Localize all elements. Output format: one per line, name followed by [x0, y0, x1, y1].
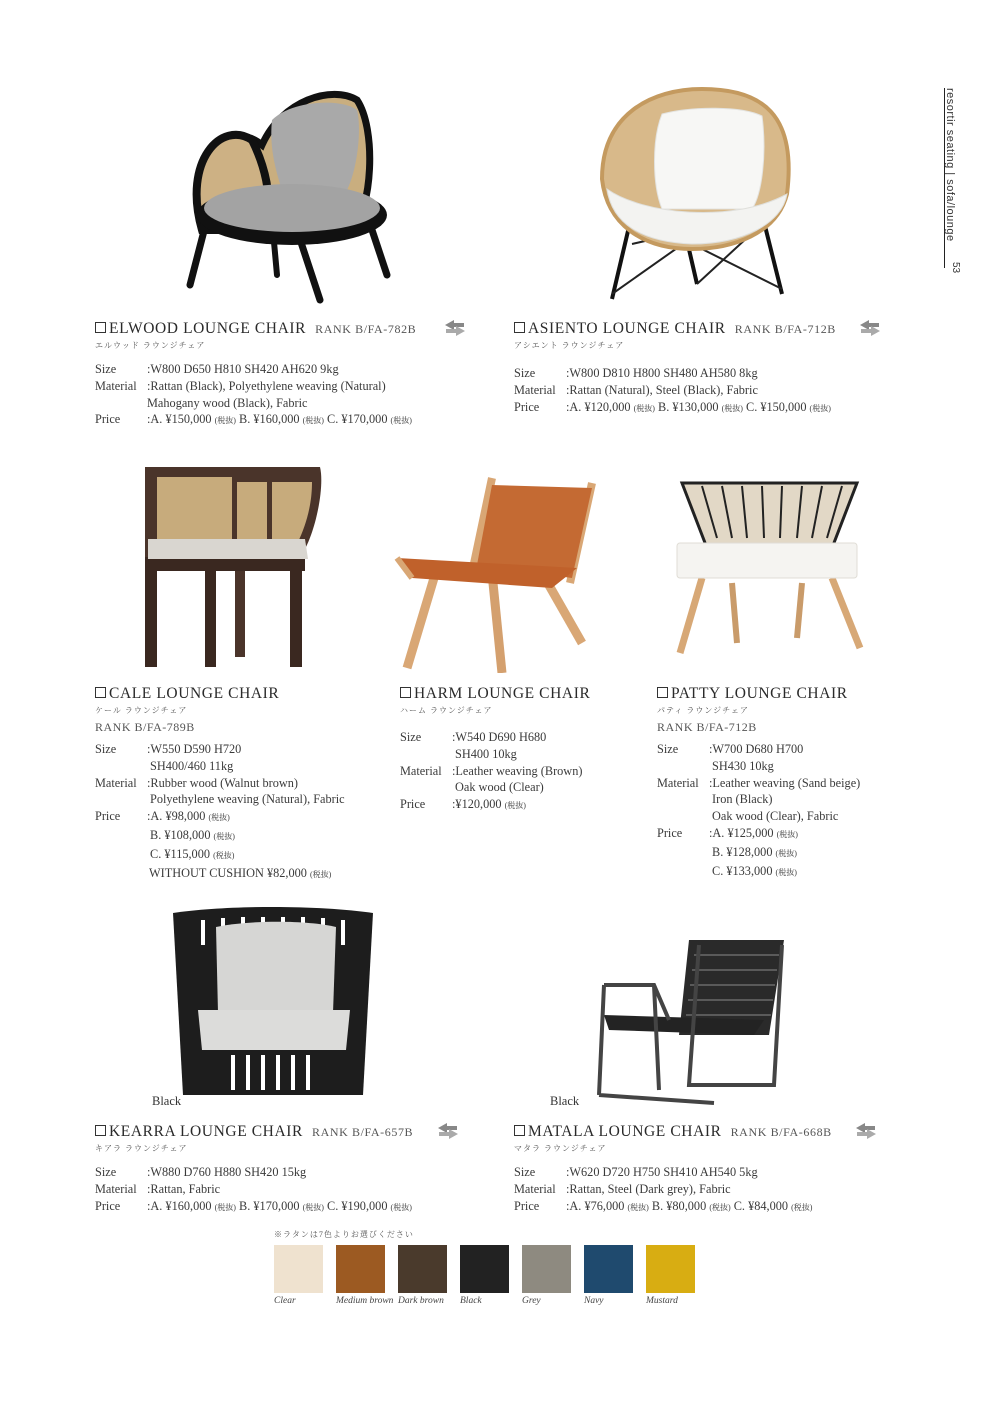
price-b: B. ¥108,000: [150, 827, 211, 842]
price-c: C. ¥150,000: [746, 399, 807, 414]
product-asiento: [514, 320, 836, 417]
price-c: C. ¥115,000: [150, 846, 211, 861]
checkbox-icon: [400, 687, 411, 698]
checkbox-icon: [95, 687, 106, 698]
spec-label: Size: [95, 742, 117, 756]
spec-label: Price: [400, 797, 426, 812]
product-name: MATALA LOUNGE CHAIR: [528, 1123, 722, 1140]
product-name: KEARRA LOUNGE CHAIR: [109, 1123, 303, 1140]
color-swatch[interactable]: [646, 1245, 695, 1293]
color-swatch[interactable]: [584, 1245, 633, 1293]
price-b: B. ¥170,000: [239, 1198, 300, 1213]
product-kana: キアラ ラウンジチェア: [95, 1144, 188, 1153]
exchange-arrows-icon[interactable]: [442, 317, 468, 339]
spec-label: Size: [514, 366, 536, 380]
rattan-color-note: ※ラタンは7色よりお選びください: [274, 1230, 414, 1239]
checkbox-icon: [514, 322, 525, 333]
spec-label: Material: [95, 378, 137, 393]
price-c: C. ¥170,000: [327, 412, 388, 427]
price-b: B. ¥130,000: [658, 399, 719, 414]
product-kana: ハーム ラウンジチェア: [400, 706, 493, 715]
material-value: Oak wood (Clear), Fabric: [712, 809, 839, 824]
product-kearra: [95, 1123, 413, 1216]
spec-list: [514, 1164, 832, 1216]
tax-note: (税抜): [775, 867, 797, 877]
size-value: :W540 D690 H680: [452, 730, 547, 744]
price: :¥120,000: [452, 797, 502, 812]
material-value: Oak wood (Clear): [455, 780, 544, 795]
product-name: CALE LOUNGE CHAIR: [109, 685, 280, 702]
color-swatch-label: Dark brown: [398, 1296, 444, 1306]
exchange-arrows-icon[interactable]: [435, 1120, 461, 1142]
tax-note: (税抜): [776, 829, 798, 839]
product-rank: RANK B/FA-712B: [657, 720, 757, 734]
spec-label: Size: [400, 730, 422, 744]
harm-chair-photo: [392, 473, 602, 673]
page-number: 53: [950, 262, 961, 274]
product-kana: パティ ラウンジチェア: [657, 706, 749, 715]
price-a: :A. ¥125,000: [709, 825, 774, 840]
elwood-chair-photo: [172, 80, 402, 310]
tax-note: (税抜): [302, 1202, 324, 1212]
tax-note: (税抜): [809, 403, 831, 413]
tax-note: (税抜): [721, 403, 743, 413]
spec-label: Material: [95, 1181, 137, 1196]
color-swatch[interactable]: [460, 1245, 509, 1293]
price-value: [147, 411, 416, 430]
price-value: [566, 399, 836, 418]
price-a: :A. ¥120,000: [566, 399, 631, 414]
product-rank: RANK B/FA-782B: [315, 322, 417, 336]
spec-label: Price: [95, 412, 121, 427]
spec-label: Price: [514, 399, 540, 414]
patty-chair-photo: [672, 478, 867, 658]
material-value: :Rattan, Fabric: [147, 1181, 221, 1196]
cale-chair-photo: [140, 467, 330, 672]
photo-caption: Black: [152, 1094, 182, 1108]
size-value: :W880 D760 H880 SH420 15kg: [147, 1165, 307, 1179]
size-value: :W800 D650 H810 SH420 AH620 9kg: [147, 362, 339, 376]
product-name: PATTY LOUNGE CHAIR: [671, 685, 848, 702]
price-value: [452, 796, 590, 815]
size-value: SH400 10kg: [455, 746, 517, 761]
product-name: HARM LOUNGE CHAIR: [414, 685, 591, 702]
spec-label: Material: [95, 775, 137, 790]
tax-note: (税抜): [208, 813, 230, 823]
product-harm: [400, 685, 590, 815]
color-swatch-label: Clear: [274, 1296, 296, 1306]
color-swatch[interactable]: [398, 1245, 447, 1293]
product-title: [95, 685, 345, 703]
tax-note: (税抜): [213, 831, 235, 841]
checkbox-icon: [657, 687, 668, 698]
spec-label: Price: [95, 1198, 121, 1213]
spec-label: Price: [514, 1198, 540, 1213]
product-title: [514, 320, 836, 338]
tax-note: (税抜): [627, 1202, 649, 1212]
product-kana: アシエント ラウンジチェア: [514, 341, 625, 350]
product-kana: ケール ラウンジチェア: [95, 706, 188, 715]
checkbox-icon: [95, 322, 106, 333]
size-value: :W620 D720 H750 SH410 AH540 5kg: [566, 1165, 758, 1179]
tax-note: (税抜): [775, 848, 797, 858]
price-b: B. ¥128,000: [712, 844, 773, 859]
spec-list: [514, 365, 836, 417]
size-value: :W700 D680 H700: [709, 742, 804, 756]
size-value: SH430 10kg: [712, 758, 774, 773]
product-rank: RANK B/FA-789B: [95, 720, 195, 734]
material-value: :Rattan (Natural), Steel (Black), Fabric: [566, 382, 758, 397]
price-a: :A. ¥76,000: [566, 1198, 625, 1213]
price-without-cushion: WITHOUT CUSHION ¥82,000: [149, 865, 307, 880]
exchange-arrows-icon[interactable]: [857, 317, 883, 339]
tax-note: (税抜): [390, 1202, 412, 1212]
product-title: [514, 1123, 832, 1141]
checkbox-icon: [95, 1125, 106, 1136]
price-c: C. ¥190,000: [327, 1198, 388, 1213]
color-swatch-label: Mustard: [646, 1296, 678, 1306]
price-value: [709, 825, 860, 844]
spec-label: Material: [657, 775, 699, 790]
tax-note: (税抜): [214, 1202, 236, 1212]
product-name: ASIENTO LOUNGE CHAIR: [528, 320, 726, 337]
checkbox-icon: [514, 1125, 525, 1136]
product-title: [95, 1123, 413, 1141]
price-value: [147, 808, 345, 827]
color-swatch-label: Medium brown: [336, 1296, 394, 1306]
tax-note: (税抜): [504, 801, 526, 811]
tax-note: (税抜): [310, 869, 332, 879]
spec-label: Size: [514, 1165, 536, 1179]
color-swatch[interactable]: [274, 1245, 323, 1293]
spec-label: Material: [400, 763, 442, 778]
price-c: C. ¥84,000: [733, 1198, 789, 1213]
spec-list: [400, 729, 590, 815]
product-cale: [95, 685, 345, 883]
spec-list: [657, 741, 860, 881]
spec-label: Price: [657, 825, 683, 840]
matala-chair-photo: [594, 935, 786, 1110]
product-title: [400, 685, 590, 703]
tax-note: (税抜): [791, 1202, 813, 1212]
asiento-chair-photo: [582, 84, 807, 309]
color-swatch-label: Black: [460, 1296, 482, 1306]
product-rank: RANK B/FA-712B: [734, 322, 836, 336]
product-title: [95, 320, 416, 338]
product-kana: マタラ ラウンジチェア: [514, 1144, 607, 1153]
tax-note: (税抜): [213, 850, 235, 860]
product-title: [657, 685, 860, 703]
spec-label: Size: [657, 742, 679, 756]
material-value: Polyethylene weaving (Natural), Fabric: [150, 792, 345, 807]
product-elwood: [95, 320, 416, 430]
spec-label: Size: [95, 362, 117, 376]
product-matala: [514, 1123, 832, 1216]
tax-note: (税抜): [302, 416, 324, 426]
material-value: :Rubber wood (Walnut brown): [147, 775, 298, 790]
product-patty: [657, 685, 860, 881]
kearra-chair-photo: [168, 905, 380, 1105]
color-swatch[interactable]: [336, 1245, 385, 1293]
price-a: :A. ¥160,000: [147, 1198, 212, 1213]
tax-note: (税抜): [709, 1202, 731, 1212]
color-swatch-label: Grey: [522, 1296, 541, 1306]
material-value: :Rattan (Black), Polyethylene weaving (Natural): [147, 378, 386, 393]
price-a: :A. ¥98,000: [147, 809, 206, 824]
material-value: :Leather weaving (Brown): [452, 763, 583, 778]
color-swatch[interactable]: [522, 1245, 571, 1293]
tax-note: (税抜): [390, 416, 412, 426]
spec-label: Material: [514, 382, 556, 397]
material-value: Mahogany wood (Black), Fabric: [147, 395, 308, 410]
tax-note: (税抜): [633, 403, 655, 413]
price-a: :A. ¥150,000: [147, 412, 212, 427]
material-value: :Rattan, Steel (Dark grey), Fabric: [566, 1181, 731, 1196]
product-kana: エルウッド ラウンジチェア: [95, 341, 206, 350]
size-value: :W800 D810 H800 SH480 AH580 8kg: [566, 366, 758, 380]
price-value: [147, 1198, 413, 1217]
price-c: C. ¥133,000: [712, 863, 773, 878]
product-rank: RANK B/FA-668B: [730, 1125, 832, 1139]
color-swatch-label: Navy: [584, 1296, 604, 1306]
spec-list: [95, 1164, 413, 1216]
price-value: [566, 1198, 832, 1217]
size-value: :W550 D590 H720: [147, 742, 242, 756]
exchange-arrows-icon[interactable]: [853, 1120, 879, 1142]
spec-label: Size: [95, 1165, 117, 1179]
material-value: :Leather weaving (Sand beige): [709, 775, 861, 790]
price-b: B. ¥160,000: [239, 412, 300, 427]
photo-caption: Black: [550, 1094, 580, 1108]
spec-label: Price: [95, 809, 121, 824]
spec-label: Material: [514, 1181, 556, 1196]
tax-note: (税抜): [214, 416, 236, 426]
product-rank: RANK B/FA-657B: [311, 1125, 414, 1139]
size-value: SH400/460 11kg: [150, 758, 234, 773]
spec-list: [95, 741, 345, 883]
material-value: Iron (Black): [712, 792, 773, 807]
product-name: ELWOOD LOUNGE CHAIR: [109, 320, 307, 337]
price-b: B. ¥80,000: [651, 1198, 707, 1213]
spec-list: [95, 361, 416, 430]
section-label: resortir seating | sofa/lounge: [944, 88, 956, 242]
